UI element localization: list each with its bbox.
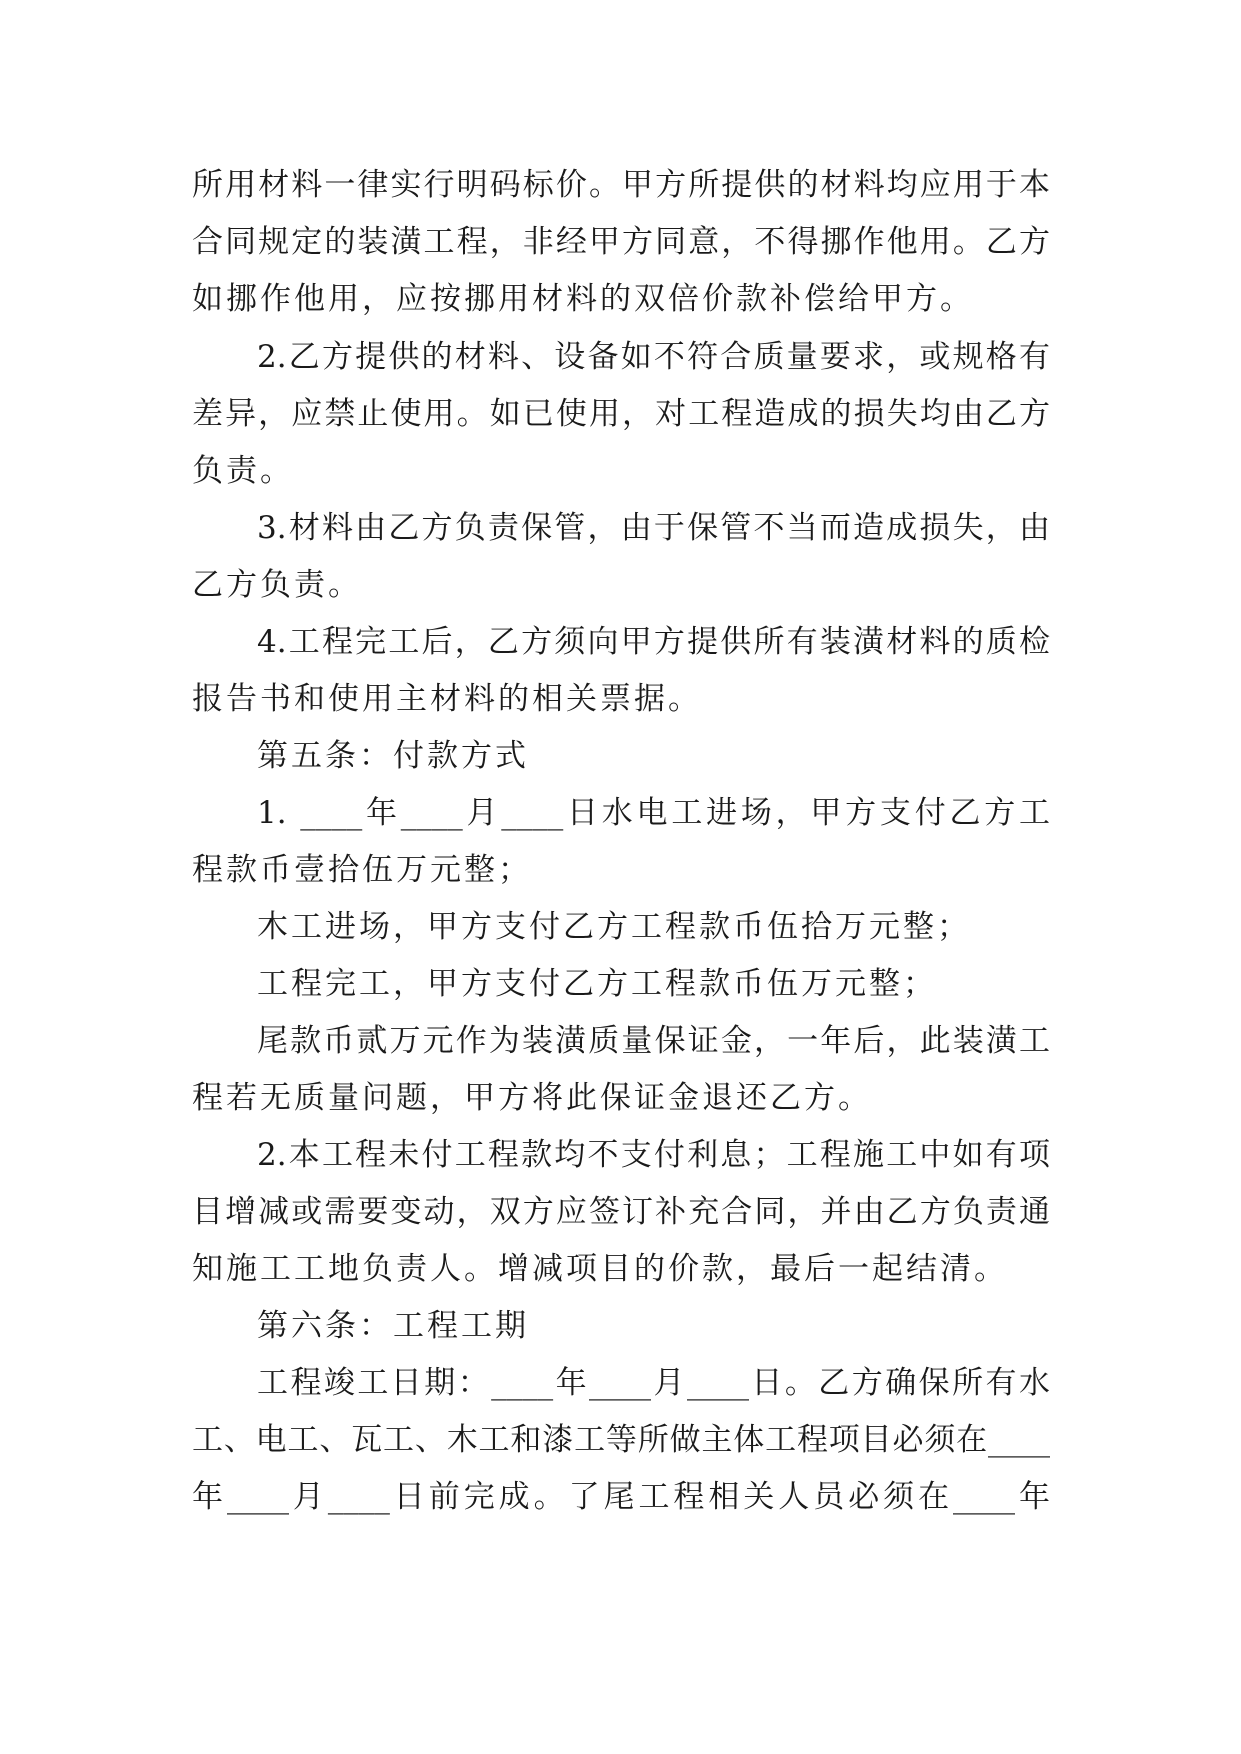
text-line: 所用材料一律实行明码标价。甲方所提供的材料均应用于本 — [192, 167, 1050, 203]
section-heading: 第五条：付款方式 — [257, 738, 529, 774]
text-line: 工程完工，甲方支付乙方工程款币伍万元整； — [257, 966, 937, 1002]
text-line: 4.工程完工后，乙方须向甲方提供所有装潢材料的质检 — [257, 624, 1050, 660]
text-line: 差异，应禁止使用。如已使用，对工程造成的损失均由乙方 — [192, 396, 1050, 432]
text-line: 目增减或需要变动，双方应签订补充合同，并由乙方负责通 — [192, 1194, 1050, 1230]
text-line: 工、电工、瓦工、木工和漆工等所做主体工程项目必须在____ — [192, 1422, 1050, 1458]
text-line: 2.本工程未付工程款均不支付利息；工程施工中如有项 — [257, 1137, 1050, 1173]
text-line: 工程竣工日期：____年____月____日。乙方确保所有水 — [257, 1365, 1050, 1401]
text-line: 负责。 — [192, 453, 294, 489]
text-line: 木工进场，甲方支付乙方工程款币伍拾万元整； — [257, 909, 971, 945]
text-line: 合同规定的装潢工程，非经甲方同意，不得挪作他用。乙方 — [192, 224, 1050, 260]
text-line: 年____月____日前完成。了尾工程相关人员必须在____年 — [192, 1479, 1050, 1515]
text-line: 乙方负责。 — [192, 567, 362, 603]
text-line: 程款币壹拾伍万元整； — [192, 852, 532, 888]
text-line: 2.乙方提供的材料、设备如不符合质量要求，或规格有 — [257, 339, 1050, 375]
section-heading: 第六条：工程工期 — [257, 1308, 529, 1344]
text-line: 1. ____年____月____日水电工进场，甲方支付乙方工 — [257, 795, 1050, 831]
text-line: 报告书和使用主材料的相关票据。 — [192, 681, 702, 717]
text-line: 3.材料由乙方负责保管，由于保管不当而造成损失，由 — [257, 510, 1050, 546]
text-line: 知施工工地负责人。增减项目的价款，最后一起结清。 — [192, 1251, 1008, 1287]
text-line: 如挪作他用，应按挪用材料的双倍价款补偿给甲方。 — [192, 281, 974, 317]
text-line: 尾款币贰万元作为装潢质量保证金，一年后，此装潢工 — [257, 1023, 1050, 1059]
text-line: 程若无质量问题，甲方将此保证金退还乙方。 — [192, 1080, 872, 1116]
